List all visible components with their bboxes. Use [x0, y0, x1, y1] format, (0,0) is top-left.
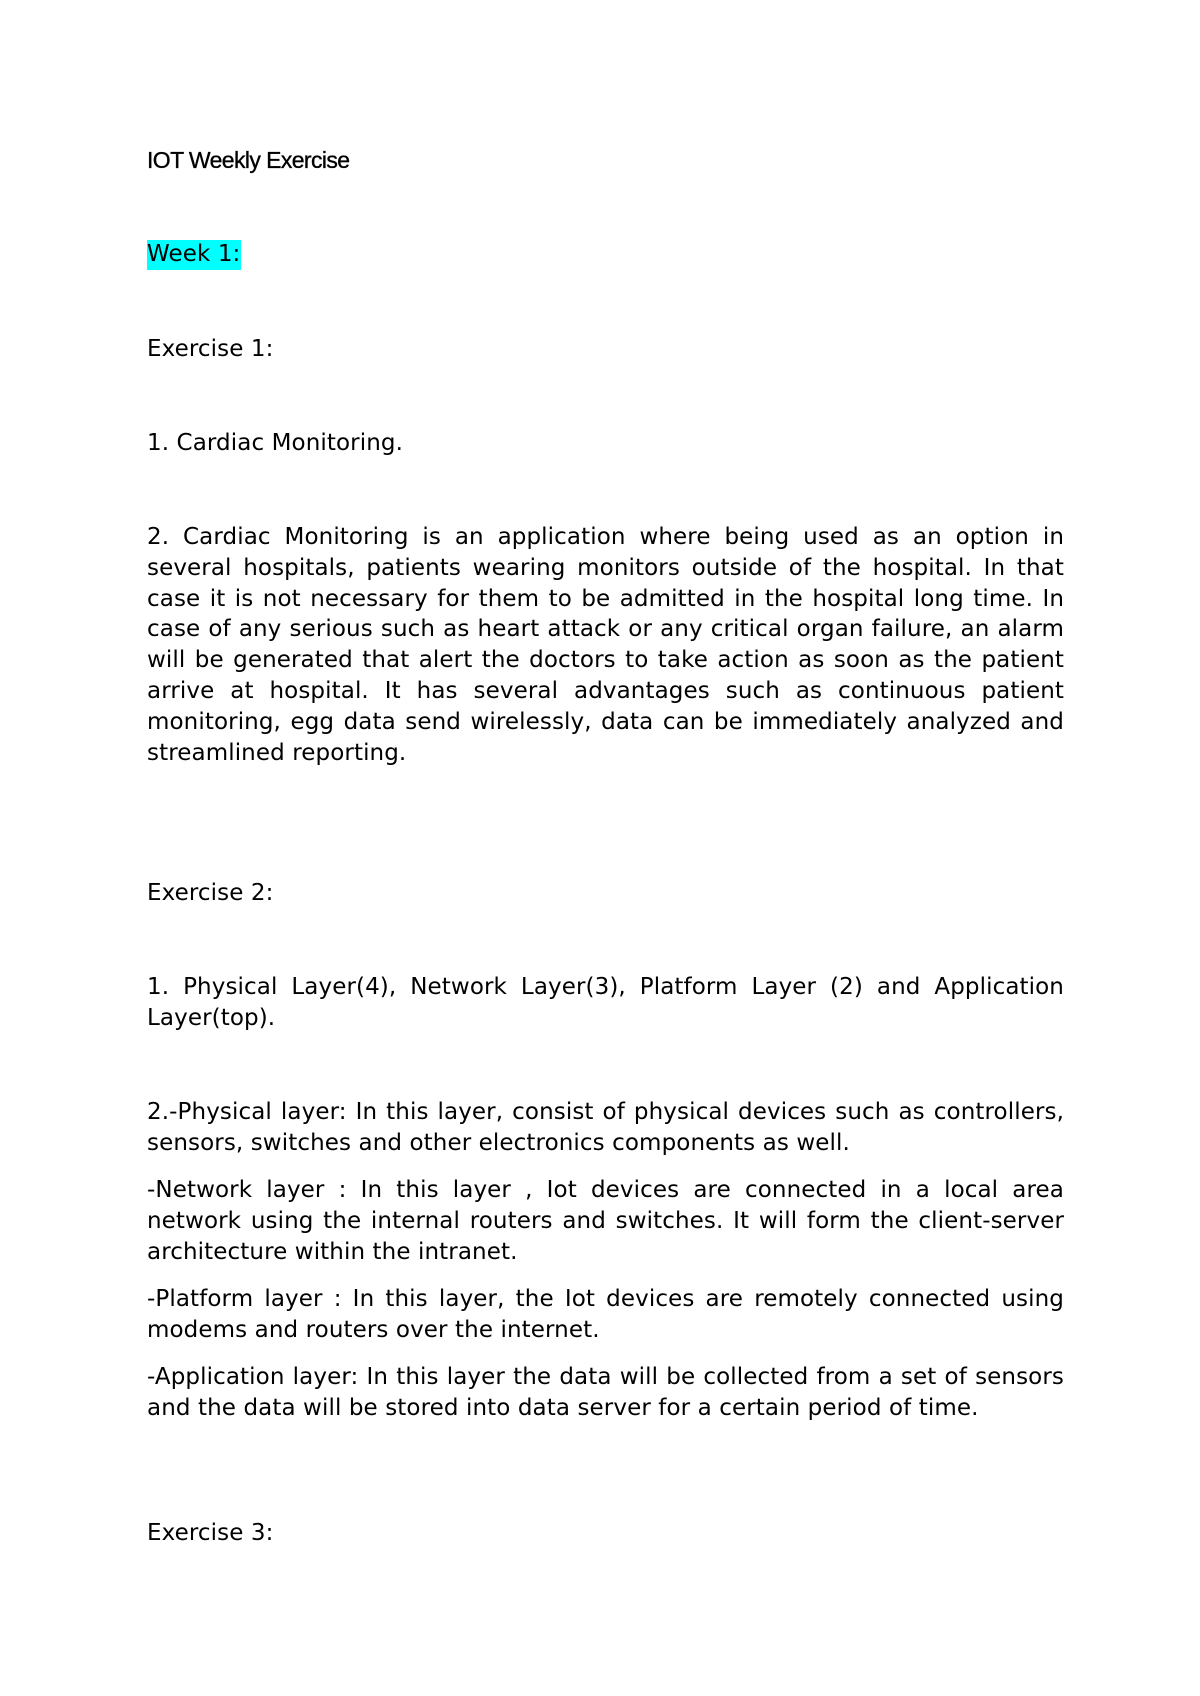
exercise-1-item-1: 1. Cardiac Monitoring.: [147, 430, 404, 456]
exercise-2-application-layer: -Application layer: In this layer the data will be collected from a set of sensors and the data will be stored into data server for a certain period of time.: [147, 1364, 1064, 1421]
exercise-2-heading: Exercise 2:: [147, 880, 274, 906]
week-heading: [147, 239, 1064, 270]
exercise-1-heading: Exercise 1:: [147, 336, 274, 362]
exercise-2-item-1: 1. Physical Layer(4), Network Layer(3), Platform Layer (2) and Application Layer(top).: [147, 974, 1064, 1031]
exercise-3-heading: Exercise 3:: [147, 1520, 274, 1546]
exercise-1-item-2: 2. Cardiac Monitoring is an application where being used as an option in several hospitals, patients wearing monitors outside of the hospital. In that case it is not necessary for them to be admitted in the hospital long time. In case of any serious such as heart attack or any critical organ failure, an alarm will be generated that alert the doctors to take action as soon as the patient arrive at hospital. It has several advantages such as continuous patient monitoring, egg data send wirelessly, data can be immediately analyzed and streamlined reporting.: [147, 524, 1064, 766]
exercise-2-platform-layer: -Platform layer : In this layer, the Iot devices are remotely connected using modems and routers over the internet.: [147, 1286, 1064, 1343]
week-label-highlight: Week 1:: [147, 240, 241, 270]
exercise-2-physical-layer: 2.-Physical layer: In this layer, consist of physical devices such as controllers, sensors, switches and other electronics components as well.: [147, 1099, 1064, 1156]
exercise-2-network-layer: -Network layer : In this layer , Iot devices are connected in a local area network using the internal routers and switches. It will form the client-server architecture within the intranet.: [147, 1177, 1064, 1265]
document-title: IOT Weekly Exercise: [147, 147, 350, 173]
